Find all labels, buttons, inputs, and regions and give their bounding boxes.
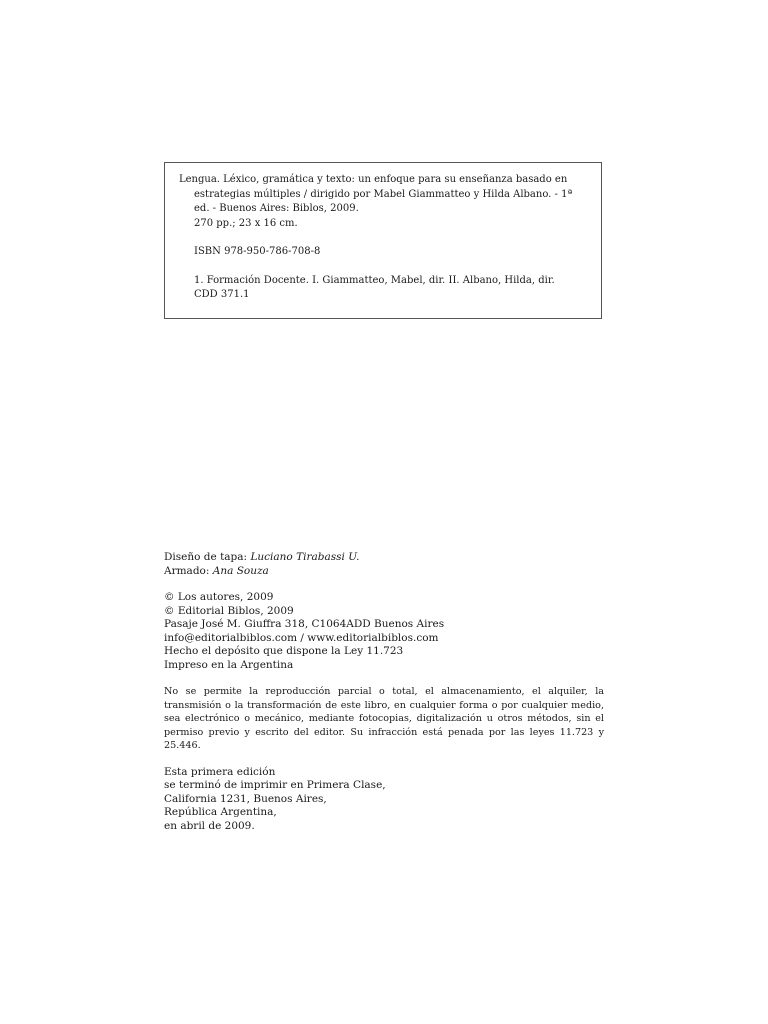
cataloging-record-box — [164, 162, 602, 319]
publisher-address: Pasaje José M. Giuffra 318, C1064ADD Buenos Aires — [164, 618, 445, 630]
imprint-section — [164, 551, 604, 833]
section-spacer — [164, 578, 604, 591]
publisher-contact: info@editorialbiblos.com / www.editorialbiblos.com — [164, 631, 439, 644]
catalog-spacer — [179, 260, 589, 274]
colophon-line: en abril de 2009. — [164, 819, 255, 832]
catalog-entry: Lengua. Léxico, gramática y texto: un enfoque para su enseñanza basado en estrategias múltiples / dirigido por Mabel Giammatteo y Hilda Albano. - 1ª ed. - Buenos Aires: Biblos, 2009. — [179, 174, 573, 214]
section-spacer — [164, 672, 604, 685]
colophon-line: República Argentina, — [164, 806, 277, 818]
cover-designer-name: Luciano Tirabassi U. — [250, 551, 360, 563]
catalog-subjects: 1. Formación Docente. I. Giammatteo, Mabel, dir. II. Albano, Hilda, dir. — [194, 274, 555, 286]
copyright-publisher: © Editorial Biblos, 2009 — [164, 604, 294, 617]
colophon-line: se terminó de imprimir en Primera Clase, — [164, 779, 386, 791]
catalog-cdd: CDD 371.1 — [194, 289, 250, 300]
legal-deposit: Hecho el depósito que dispone la Ley 11.723 — [164, 645, 404, 657]
catalog-isbn: ISBN 978-950-786-708-8 — [194, 246, 321, 257]
cover-design-credit: Diseño de tapa: Luciano Tirabassi U. — [164, 551, 360, 563]
copyright-authors: © Los autores, 2009 — [164, 591, 274, 603]
colophon-line: Esta primera edición — [164, 765, 276, 778]
section-spacer — [164, 753, 604, 766]
rights-notice: No se permite la reproducción parcial o total, el almacenamiento, el alquiler, la transmisión o la transformación de este libro, en cualquier forma o por cualquier medio, sea electrónico o mecánico, mediante fotocopias, digitalización u otros métodos, sin el permiso previo y escrito del editor. Su infracción está penada por las leyes 11.723 y 25.446. — [164, 686, 604, 751]
catalog-pages: 270 pp.; 23 x 16 cm. — [194, 217, 298, 229]
layout-artist-name: Ana Souza — [212, 564, 269, 577]
layout-credit: Armado: Ana Souza — [164, 564, 269, 577]
colophon-line: California 1231, Buenos Aires, — [164, 792, 327, 805]
printed-in: Impreso en la Argentina — [164, 658, 294, 671]
catalog-spacer — [179, 231, 589, 245]
cover-design-label: Diseño de tapa — [164, 551, 244, 563]
layout-label: Armado — [164, 564, 206, 577]
